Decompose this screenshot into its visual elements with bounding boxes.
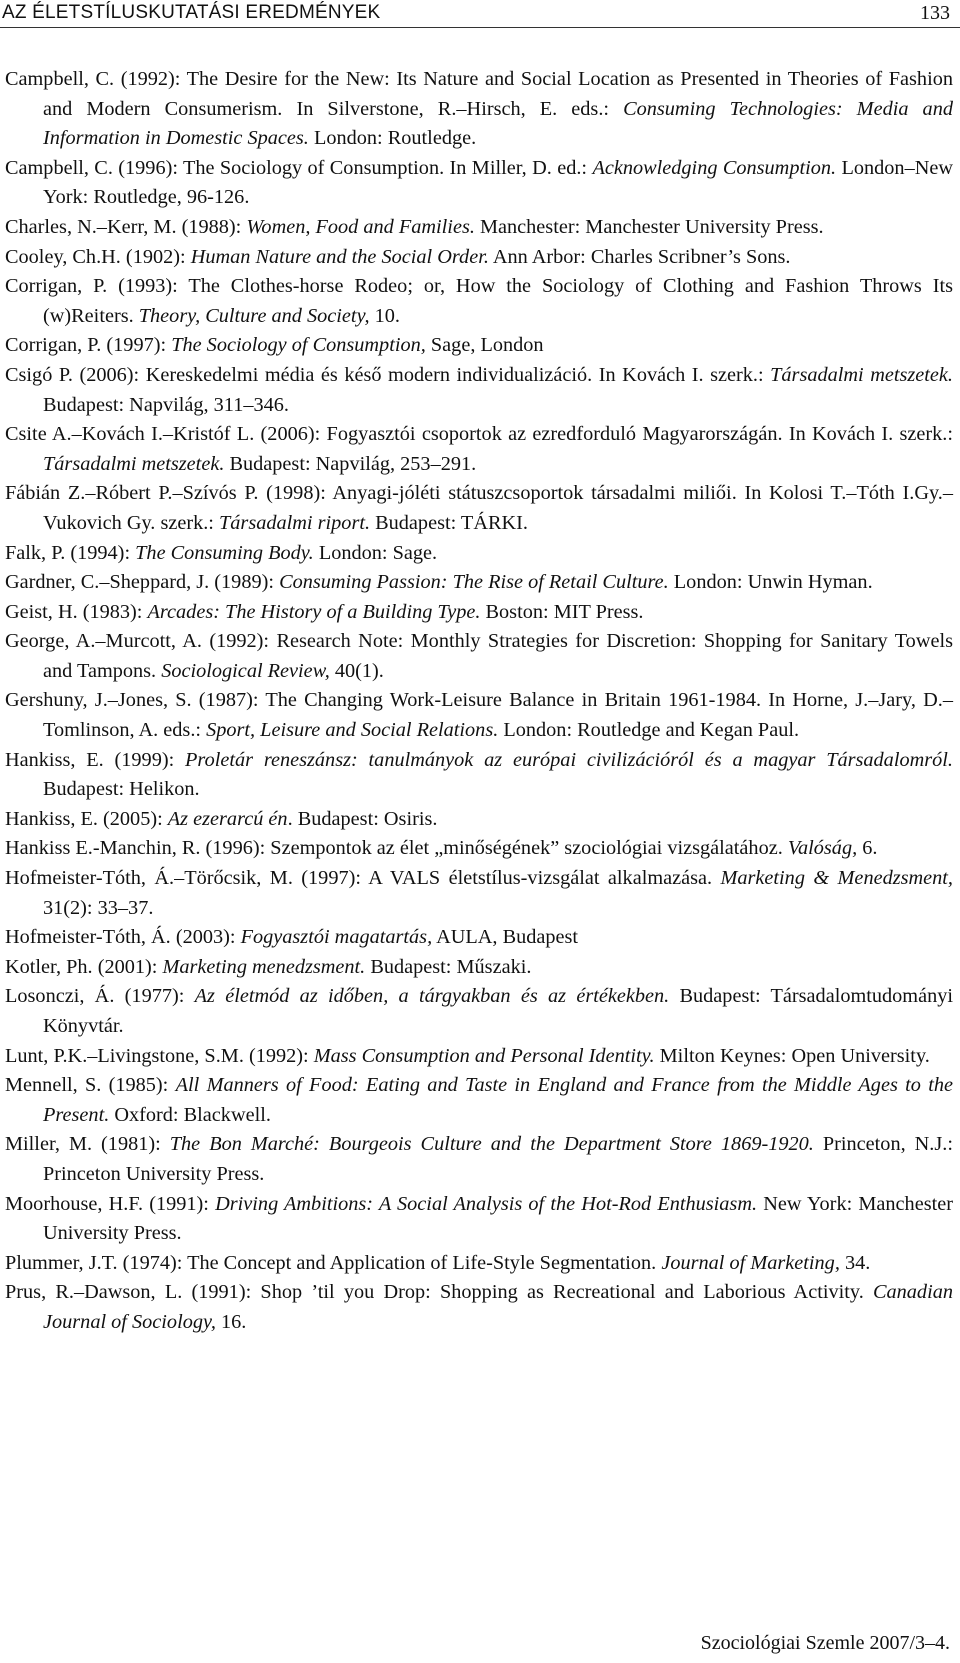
reference-text: 40(1). (329, 659, 384, 682)
reference-title-italic: The Consuming Body. (135, 541, 314, 564)
reference-text: Budapest: Társadalomtudományi Könyvtár. (43, 985, 953, 1037)
reference-text: Plummer, J.T. (1974): The Concept and Application of Life-Style Segmentation. (5, 1251, 662, 1274)
reference-text: AULA, Budapest (432, 926, 579, 949)
reference-text: Boston: MIT Press. (480, 600, 644, 623)
reference-entry (5, 834, 953, 864)
reference-text: Hankiss E.-Manchin, R. (1996): Szempontok az élet „minőségének” szociológiai vizsgálatához. (5, 837, 788, 860)
header-rule (0, 27, 960, 28)
reference-title-italic: Consuming Technologies: Media and Information in Domestic Spaces. (43, 97, 953, 150)
reference-text: Kotler, Ph. (2001): (5, 955, 163, 978)
reference-entry (5, 539, 953, 569)
reference-text: London: Routledge. (308, 127, 477, 150)
page-number: 133 (920, 2, 950, 24)
reference-text: Budapest: TÁRKI. (370, 511, 528, 534)
reference-text: Charles, N.–Kerr, M. (1988): (5, 215, 247, 238)
reference-entry (5, 923, 953, 953)
reference-text: Geist, H. (1983): (5, 600, 148, 623)
reference-title-italic: Sport, Leisure and Social Relations. (206, 719, 499, 742)
reference-text: Campbell, C. (1992): The Desire for the New: Its Nature and Social Location as Presented in Theories of Fashion and Modern Consumerism. In Silverstone, R.–Hirsch, E. eds.: (5, 68, 953, 120)
reference-title-italic: Human Nature and the Social Order. (190, 245, 489, 268)
reference-title-italic: Marketing & Menedzsment, (720, 867, 954, 890)
reference-title-italic: Driving Ambitions: A Social Analysis of the Hot-Rod Enthusiasm. (215, 1192, 758, 1215)
reference-text: Hofmeister-Tóth, Á.–Törőcsik, M. (1997): A VALS életstílus-vizsgálat alkalmazása. (5, 867, 721, 890)
reference-text: Milton Keynes: Open University. (654, 1044, 930, 1067)
reference-title-italic: Az életmód az időben, a tárgyakban és az értékekben. (194, 985, 670, 1008)
reference-title-italic: Arcades: The History of a Building Type. (147, 600, 481, 623)
reference-text: London–New York: Routledge, 96-126. (43, 156, 954, 209)
reference-title-italic: The Sociology of Consumption, (171, 334, 426, 357)
reference-title-italic: Marketing menedzsment. (162, 955, 366, 978)
reference-entry (5, 1249, 953, 1279)
reference-text: Lunt, P.K.–Livingstone, S.M. (1992): (5, 1044, 314, 1067)
reference-text: Budapest: Napvilág, 253–291. (224, 452, 477, 475)
reference-entry (5, 1042, 953, 1072)
reference-text: Sage, London (425, 334, 544, 357)
reference-entry (5, 1071, 953, 1130)
reference-entry (5, 1278, 953, 1337)
reference-title-italic: Társadalmi riport. (219, 511, 371, 534)
reference-text: Mennell, S. (1985): (5, 1074, 176, 1097)
reference-entry (5, 331, 953, 361)
reference-text: 16. (215, 1310, 247, 1333)
reference-title-italic: All Manners of Food: Eating and Taste in England and France from the Middle Ages to the Present. (43, 1074, 953, 1126)
reference-entry (5, 627, 953, 686)
reference-entry (5, 953, 953, 983)
running-title: AZ ÉLETSTÍLUSKUTATÁSI EREDMÉNYEK (2, 2, 381, 23)
reference-entry (5, 420, 953, 479)
reference-list (5, 65, 953, 1338)
reference-entry (5, 1130, 953, 1189)
reference-title-italic: Theory, Culture and Society, (138, 304, 370, 327)
reference-entry (5, 272, 953, 331)
reference-text: Cooley, Ch.H. (1902): (5, 245, 191, 268)
reference-entry (5, 243, 953, 273)
reference-text: 6. (857, 837, 878, 860)
reference-title-italic: Sociological Review, (161, 659, 330, 682)
journal-footer: Szociológiai Szemle 2007/3–4. (700, 1632, 950, 1654)
reference-entry (5, 982, 953, 1041)
reference-text: 10. (369, 304, 400, 327)
reference-text: Falk, P. (1994): (5, 541, 136, 564)
reference-text: London: Sage. (313, 541, 438, 564)
reference-title-italic: Consuming Passion: The Rise of Retail Culture. (279, 571, 669, 594)
reference-text: Corrigan, P. (1997): (5, 334, 172, 357)
reference-entry (5, 568, 953, 598)
reference-text: Campbell, C. (1996): The Sociology of Consumption. In Miller, D. ed.: (5, 156, 593, 179)
reference-title-italic: The Bon Marché: Bourgeois Culture and the Department Store 1869-1920. (169, 1133, 814, 1156)
reference-text: 34. (839, 1251, 871, 1274)
reference-entry (5, 1190, 953, 1249)
reference-text: London: Routledge and Kegan Paul. (498, 719, 800, 742)
reference-text: Corrigan, P. (1993): The Clothes-horse Rodeo; or, How the Sociology of Clothing and Fashion Throws Its (w)Reiters. (5, 275, 953, 327)
reference-title-italic: Társadalmi metszetek. (770, 363, 953, 386)
reference-text: London: Unwin Hyman. (668, 571, 873, 594)
reference-text: Hankiss, E. (1999): (5, 748, 186, 771)
reference-text: Budapest: Műszaki. (365, 955, 532, 978)
reference-entry (5, 213, 953, 243)
running-header (0, 0, 960, 28)
reference-title-italic: Az ezerarcú én (167, 807, 288, 830)
reference-entry (5, 746, 953, 805)
reference-text: Manchester: Manchester University Press. (474, 215, 824, 238)
reference-entry (5, 598, 953, 628)
reference-text: Oxford: Blackwell. (109, 1103, 271, 1126)
reference-entry (5, 479, 953, 538)
reference-title-italic: Valóság, (787, 837, 858, 860)
reference-title-italic: Mass Consumption and Personal Identity. (313, 1044, 655, 1067)
reference-text: Fábián Z.–Róbert P.–Szívós P. (1998): Anyagi-jóléti státuszcsoportok társadalmi miliői. In Kolosi T.–Tóth I.Gy.–Vukovich Gy. szerk.: (5, 482, 953, 534)
reference-entry (5, 154, 953, 213)
reference-title-italic: Women, Food and Families. (246, 215, 475, 238)
reference-title-italic: Canadian Journal of Sociology, (43, 1281, 953, 1333)
reference-text: Csite A.–Kovách I.–Kristóf L. (2006): Fogyasztói csoportok az ezredforduló Magyarországán. In Kovách I. szerk.: (5, 423, 953, 446)
reference-title-italic: Fogyasztói magatartás, (240, 926, 433, 949)
reference-entry (5, 864, 953, 923)
reference-text: Moorhouse, H.F. (1991): (5, 1192, 216, 1215)
reference-text: Budapest: Napvilág, 311–346. (43, 393, 289, 416)
reference-text: Prus, R.–Dawson, L. (1991): Shop ’til you Drop: Shopping as Recreational and Laborious Activity. (5, 1281, 873, 1304)
reference-text: Princeton, N.J.: Princeton University Press. (43, 1133, 953, 1185)
reference-text: George, A.–Murcott, A. (1992): Research Note: Monthly Strategies for Discretion: Shopping for Sanitary Towels and Tampons. (5, 630, 953, 682)
reference-text: 31(2): 33–37. (43, 896, 154, 919)
reference-entry (5, 65, 953, 154)
reference-text: . Budapest: Osiris. (287, 807, 438, 830)
reference-title-italic: Acknowledging Consumption. (592, 156, 837, 179)
reference-text: Gardner, C.–Sheppard, J. (1989): (5, 571, 280, 594)
reference-text: Losonczi, Á. (1977): (5, 985, 195, 1008)
reference-text: Hankiss, E. (2005): (5, 807, 168, 830)
reference-text: New York: Manchester University Press. (43, 1192, 953, 1245)
reference-title-italic: Journal of Marketing, (661, 1251, 840, 1274)
reference-entry (5, 805, 953, 835)
reference-text: Miller, M. (1981): (5, 1133, 170, 1156)
reference-text: Csigó P. (2006): Kereskedelmi média és késő modern individualizáció. In Kovách I. szerk.: (5, 363, 771, 386)
reference-text: Budapest: Helikon. (43, 778, 200, 801)
reference-entry (5, 361, 953, 420)
reference-title-italic: Társadalmi metszetek. (43, 452, 225, 475)
reference-text: Gershuny, J.–Jones, S. (1987): The Changing Work-Leisure Balance in Britain 1961-1984. In Horne, J.–Jary, D.–Tomlinson, A. eds.: (5, 689, 953, 742)
reference-title-italic: Proletár reneszánsz: tanulmányok az európai civilizációról és a magyar Társadalomról. (185, 748, 953, 771)
reference-text: Hofmeister-Tóth, Á. (2003): (5, 926, 241, 949)
reference-entry (5, 686, 953, 745)
reference-text: Ann Arbor: Charles Scribner’s Sons. (488, 245, 791, 268)
